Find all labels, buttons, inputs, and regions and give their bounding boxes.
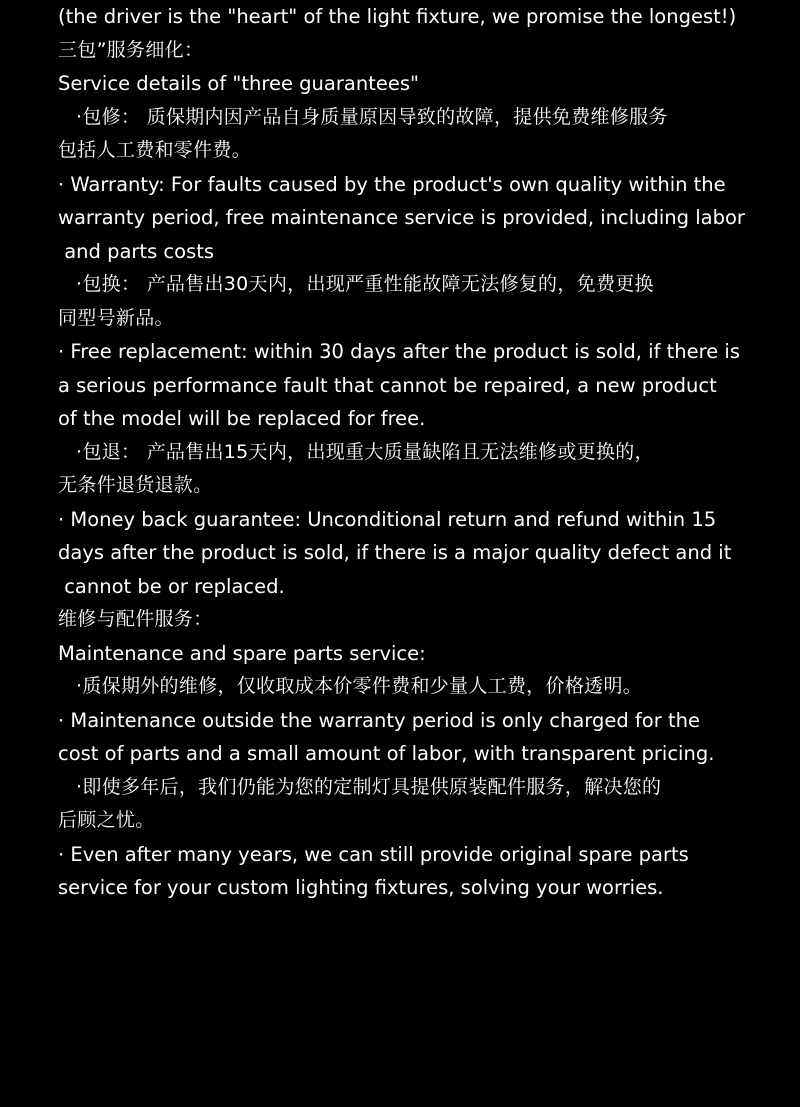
text-line: · Warranty: For faults caused by the product's own quality within the bbox=[58, 172, 726, 196]
text-line: (the driver is the "heart" of the light fixture, we promise the longest!) bbox=[58, 5, 737, 28]
text-line: service for your custom lighting fixtures, solving your worries. bbox=[58, 876, 664, 899]
text-line: ·包换： 产品售出30天内，出现严重性能故障无法修复的，免费更换 bbox=[76, 273, 654, 295]
text-line: 包括人工费和零件费。 bbox=[58, 139, 252, 161]
text-line: · Money back guarantee: Unconditional return and refund within 15 bbox=[58, 507, 717, 531]
text-line: ·质保期外的维修，仅收取成本价零件费和少量人工费，价格透明。 bbox=[76, 675, 643, 697]
text-line: ·包修： 质保期内因产品自身质量原因导致的故障，提供免费维修服务 bbox=[76, 105, 668, 128]
text-line: ·包退： 产品售出15天内，出现重大质量缺陷且无法维修或更换的， bbox=[76, 440, 654, 463]
text-line: 后顾之忧。 bbox=[58, 809, 155, 831]
text-line: 三包”服务细化： bbox=[58, 38, 204, 61]
text-line: 无条件退货退款。 bbox=[58, 474, 213, 496]
text-line: cannot be or replaced. bbox=[58, 574, 285, 598]
text-line: a serious performance fault that cannot be repaired, a new product bbox=[58, 373, 717, 397]
text-line: · Even after many years, we can still provide original spare parts bbox=[58, 842, 689, 866]
text-line: ·即使多年后，我们仍能为您的定制灯具提供原装配件服务，解决您的 bbox=[76, 775, 662, 798]
text-line: · Free replacement: within 30 days after the product is sold, if there is bbox=[58, 340, 741, 363]
text-line: and parts costs bbox=[58, 239, 215, 263]
text-line: cost of parts and a small amount of labor, with transparent pricing. bbox=[58, 742, 715, 765]
text-line: 维修与配件服务： bbox=[58, 608, 213, 630]
text-line: 同型号新品。 bbox=[58, 306, 174, 329]
text-line: Service details of "three guarantees" bbox=[58, 72, 419, 95]
text-line: warranty period, free maintenance service is provided, including labor bbox=[58, 206, 745, 229]
text-line: of the model will be replaced for free. bbox=[58, 407, 426, 430]
text-line: · Maintenance outside the warranty period is only charged for the bbox=[58, 708, 700, 732]
text-line: Maintenance and spare parts service: bbox=[58, 641, 426, 665]
text-line: days after the product is sold, if there is a major quality defect and it bbox=[58, 541, 732, 564]
